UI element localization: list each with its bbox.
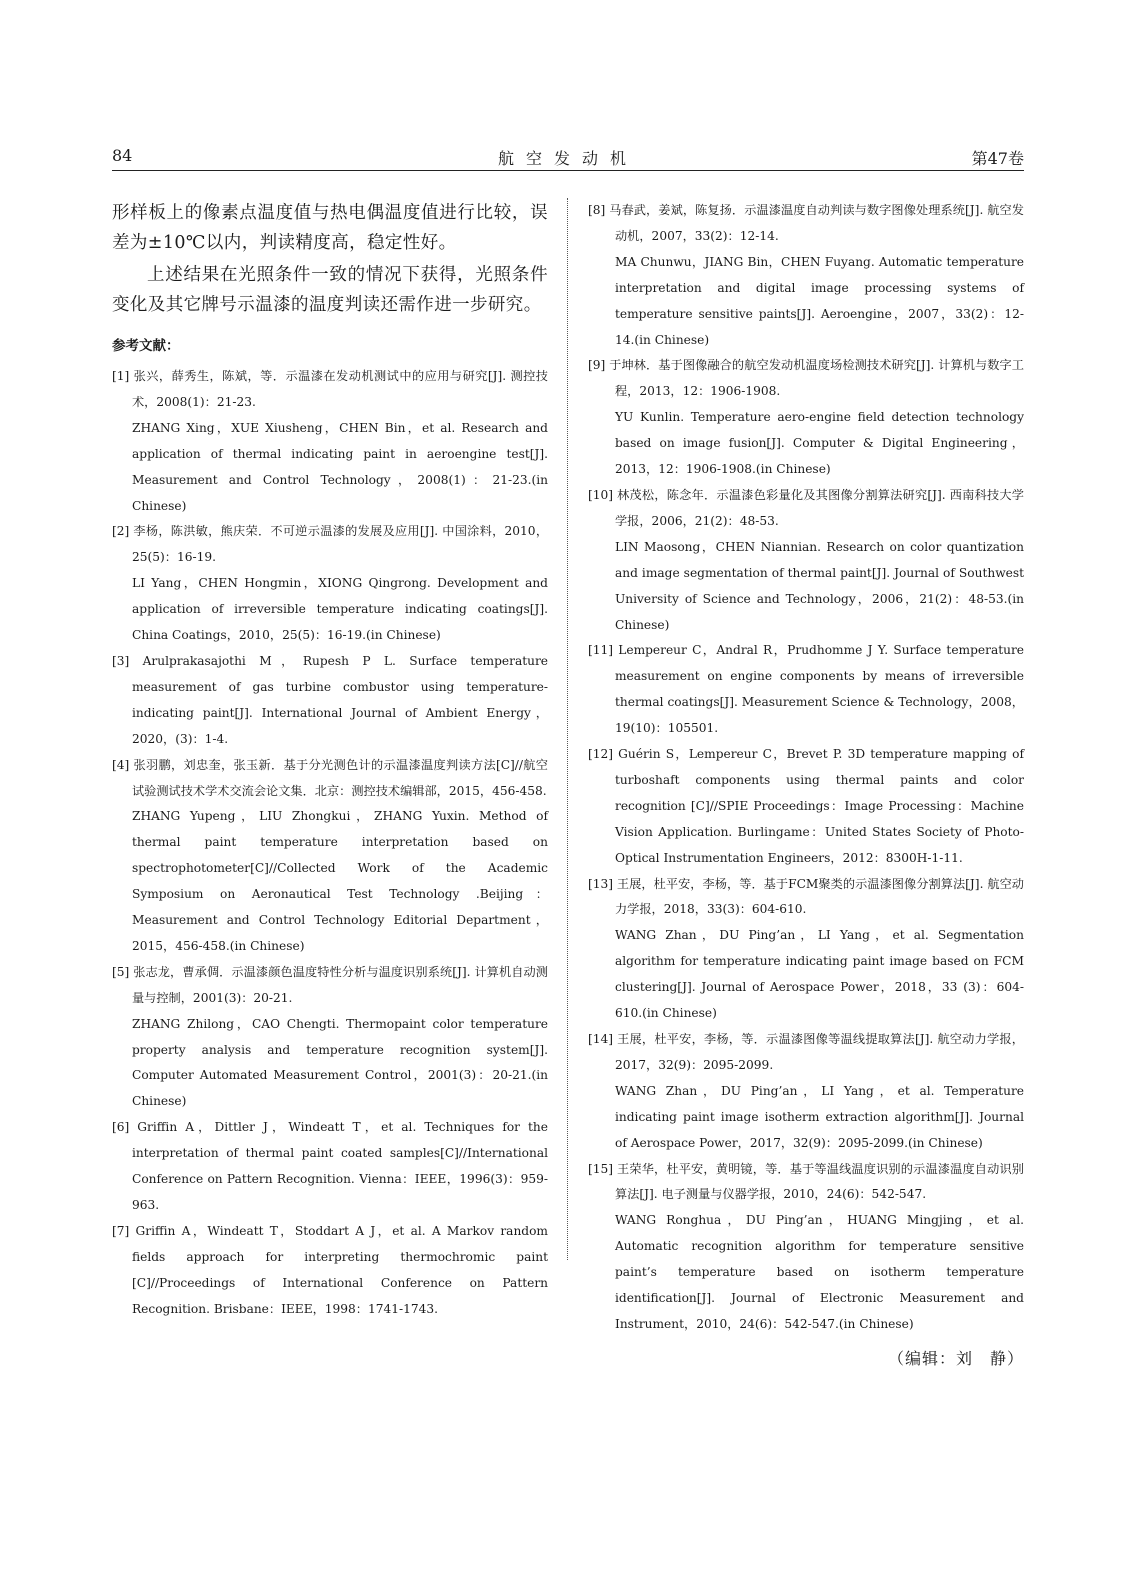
- reference-en: LIN Maosong，CHEN Niannian. Research on color quantization and image segmentation of thermal paint[J]. Journal of Southwest University of Science and Technology，2006，21(2)：48-53.(in Chinese): [615, 539, 1024, 632]
- reference-13: [588, 872, 1024, 1027]
- reference-text: [7] Griffin A，Windeatt T，Stoddart A J，et al. A Markov random fields approach for interpreting thermochromic paint [C]//Proceedings of International Conference on Pattern Recognition. Brisbane：IEEE，1998：1741-1743.: [112, 1223, 548, 1316]
- reference-12: [588, 742, 1024, 872]
- reference-en: LI Yang，CHEN Hongmin，XIONG Qingrong. Development and application of irreversible temperature indicating coatings[J]. China Coatings，2010，25(5)：16-19.(in Chinese): [132, 576, 548, 643]
- reference-zh: [10] 林茂松，陈念年．示温漆色彩量化及其图像分割算法研究[J]. 西南科技大学学报，2006，21(2)：48-53.: [588, 487, 1024, 528]
- reference-zh: [14] 王展，杜平安，李杨，等．示温漆图像等温线提取算法[J]. 航空动力学报，2017，32(9)：2095-2099.: [588, 1032, 1024, 1072]
- reference-en: ZHANG Zhilong，CAO Chengti. Thermopaint color temperature property analysis and temperature recognition system[J]. Computer Automated Measurement Control，2001(3)：20-21.(in Chinese): [132, 1016, 548, 1109]
- left-column: [112, 198, 548, 1323]
- page-number: 84: [112, 146, 133, 165]
- reference-7: [112, 1219, 548, 1323]
- reference-zh: [13] 王展，杜平安，李杨，等．基于FCM聚类的示温漆图像分割算法[J]. 航空动力学报，2018，33(3)：604-610.: [588, 876, 1024, 917]
- reference-zh: [2] 李杨，陈洪敏，熊庆荣．不可逆示温漆的发展及应用[J]. 中国涂料，2010，25(5)：16-19.: [112, 524, 549, 565]
- reference-en: WANG Zhan，DU Ping’an，LI Yang，et al. Segmentation algorithm for temperature indicating paint image based on FCM clustering[J]. Journal of Aerospace Power，2018，33 (3)：604-610.(in Chinese): [615, 928, 1024, 1021]
- reference-en: ZHANG Yupeng，LIU Zhongkui，ZHANG Yuxin. Method of thermal paint temperature interpretation based on spectrophotometer[C]//Collected Work of the Academic Symposium on Aeronautical Test Technology .Beijing：Measurement and Control Technology Editorial Department，2015，456-458.(in Chinese): [132, 809, 548, 953]
- body-paragraph-2: 上述结果在光照条件一致的情况下获得，光照条件变化及其它牌号示温漆的温度判读还需作进一步研究。: [112, 265, 548, 315]
- reference-8: [588, 198, 1024, 353]
- reference-zh: [1] 张兴，薛秀生，陈斌，等．示温漆在发动机测试中的应用与研究[J]. 测控技术，2008(1)：21-23.: [112, 369, 548, 409]
- reference-6: [112, 1115, 548, 1219]
- reference-zh: [5] 张志龙，曹承倜．示温漆颜色温度特性分析与温度识别系统[J]. 计算机自动测量与控制，2001(3)：20-21.: [112, 964, 548, 1005]
- reference-10: [588, 483, 1024, 638]
- reference-zh: [15] 王荣华，杜平安，黄明镜，等．基于等温线温度识别的示温漆温度自动识别算法[J]. 电子测量与仪器学报，2010，24(6)：542-547.: [588, 1161, 1024, 1202]
- reference-text: [12] Guérin S，Lempereur C，Brevet P. 3D temperature mapping of turboshaft components using thermal paints and color recognition [C]//SPIE Proceedings：Image Processing：Machine Vision Application. Burlingame：United States Society of Photo-Optical Instrumentation Engineers，2012：8300H-1-11.: [588, 747, 1024, 865]
- volume-label: 第47卷: [971, 149, 1024, 168]
- reference-text: [6] Griffin A，Dittler J，Windeatt T，et al. Techniques for the interpretation of thermal paint coated samples[C]//International Conference on Pattern Recognition. Vienna：IEEE，1996(3)：959-963.: [112, 1120, 548, 1212]
- reference-text: [11] Lempereur C，Andral R，Prudhomme J Y. Surface temperature measurement on engine components by means of irreversible thermal coatings[J]. Measurement Science & Technology，2008，19(10)：105501.: [588, 643, 1024, 736]
- reference-en: ZHANG Xing，XUE Xiusheng，CHEN Bin，et al. Research and application of thermal indicating paint in aeroengine test[J]. Measurement and Control Technology，2008(1)：21-23.(in Chinese): [132, 420, 548, 513]
- reference-5: [112, 960, 548, 1115]
- reference-en: YU Kunlin. Temperature aero-engine field detection technology based on image fusion[J]. Computer & Digital Engineering，2013，12：1906-1908.(in Chinese): [615, 410, 1024, 477]
- reference-zh: [4] 张羽鹏，刘忠奎，张玉新．基于分光测色计的示温漆温度判读方法[C]//航空试验测试技术学术交流会论文集．北京：测控技术编辑部，2015，456-458.: [112, 757, 548, 798]
- reference-15: [588, 1157, 1024, 1338]
- body-paragraph-1: 形样板上的像素点温度值与热电偶温度值进行比较，误差为±10℃以内，判读精度高，稳定性好。: [112, 203, 548, 253]
- editor-credit: （编辑：刘 静）: [887, 1348, 1024, 1368]
- reference-1: [112, 364, 548, 519]
- reference-en: WANG Zhan，DU Ping’an，LI Yang，et al. Temperature indicating paint image isotherm extraction algorithm[J]. Journal of Aerospace Power，2017，32(9)：2095-2099.(in Chinese): [615, 1083, 1024, 1150]
- reference-4: [112, 753, 548, 960]
- reference-zh: [9] 于坤林．基于图像融合的航空发动机温度场检测技术研究[J]. 计算机与数字工程，2013，12：1906-1908.: [588, 358, 1024, 399]
- journal-title: 航空发动机: [497, 149, 638, 168]
- references-heading: 参考文献：: [112, 338, 180, 354]
- reference-zh: [8] 马春武，姜斌，陈复扬．示温漆温度自动判读与数字图像处理系统[J]. 航空发动机，2007，33(2)：12-14.: [588, 203, 1024, 243]
- reference-3: [112, 649, 548, 753]
- right-column: [588, 198, 1024, 1369]
- reference-14: [588, 1027, 1024, 1157]
- reference-11: [588, 638, 1024, 742]
- reference-text: [3] Arulprakasajothi M，Rupesh P L. Surface temperature measurement of gas turbine combustor using temperature-indicating paint[J]. International Journal of Ambient Energy，2020，(3)：1-4.: [112, 653, 548, 746]
- column-divider: [567, 198, 568, 1260]
- running-header: [112, 146, 1024, 171]
- reference-9: [588, 353, 1024, 483]
- reference-en: MA Chunwu，JIANG Bin，CHEN Fuyang. Automatic temperature interpretation and digital image processing systems of temperature sensitive paints[J]. Aeroengine，2007，33(2)：12-14.(in Chinese): [615, 254, 1024, 347]
- reference-en: WANG Ronghua，DU Ping’an，HUANG Mingjing，et al. Automatic recognition algorithm for temperature sensitive paint’s temperature based on isotherm temperature identification[J]. Journal of Electronic Measurement and Instrument，2010，24(6)：542-547.(in Chinese): [615, 1213, 1024, 1331]
- reference-2: [112, 519, 548, 649]
